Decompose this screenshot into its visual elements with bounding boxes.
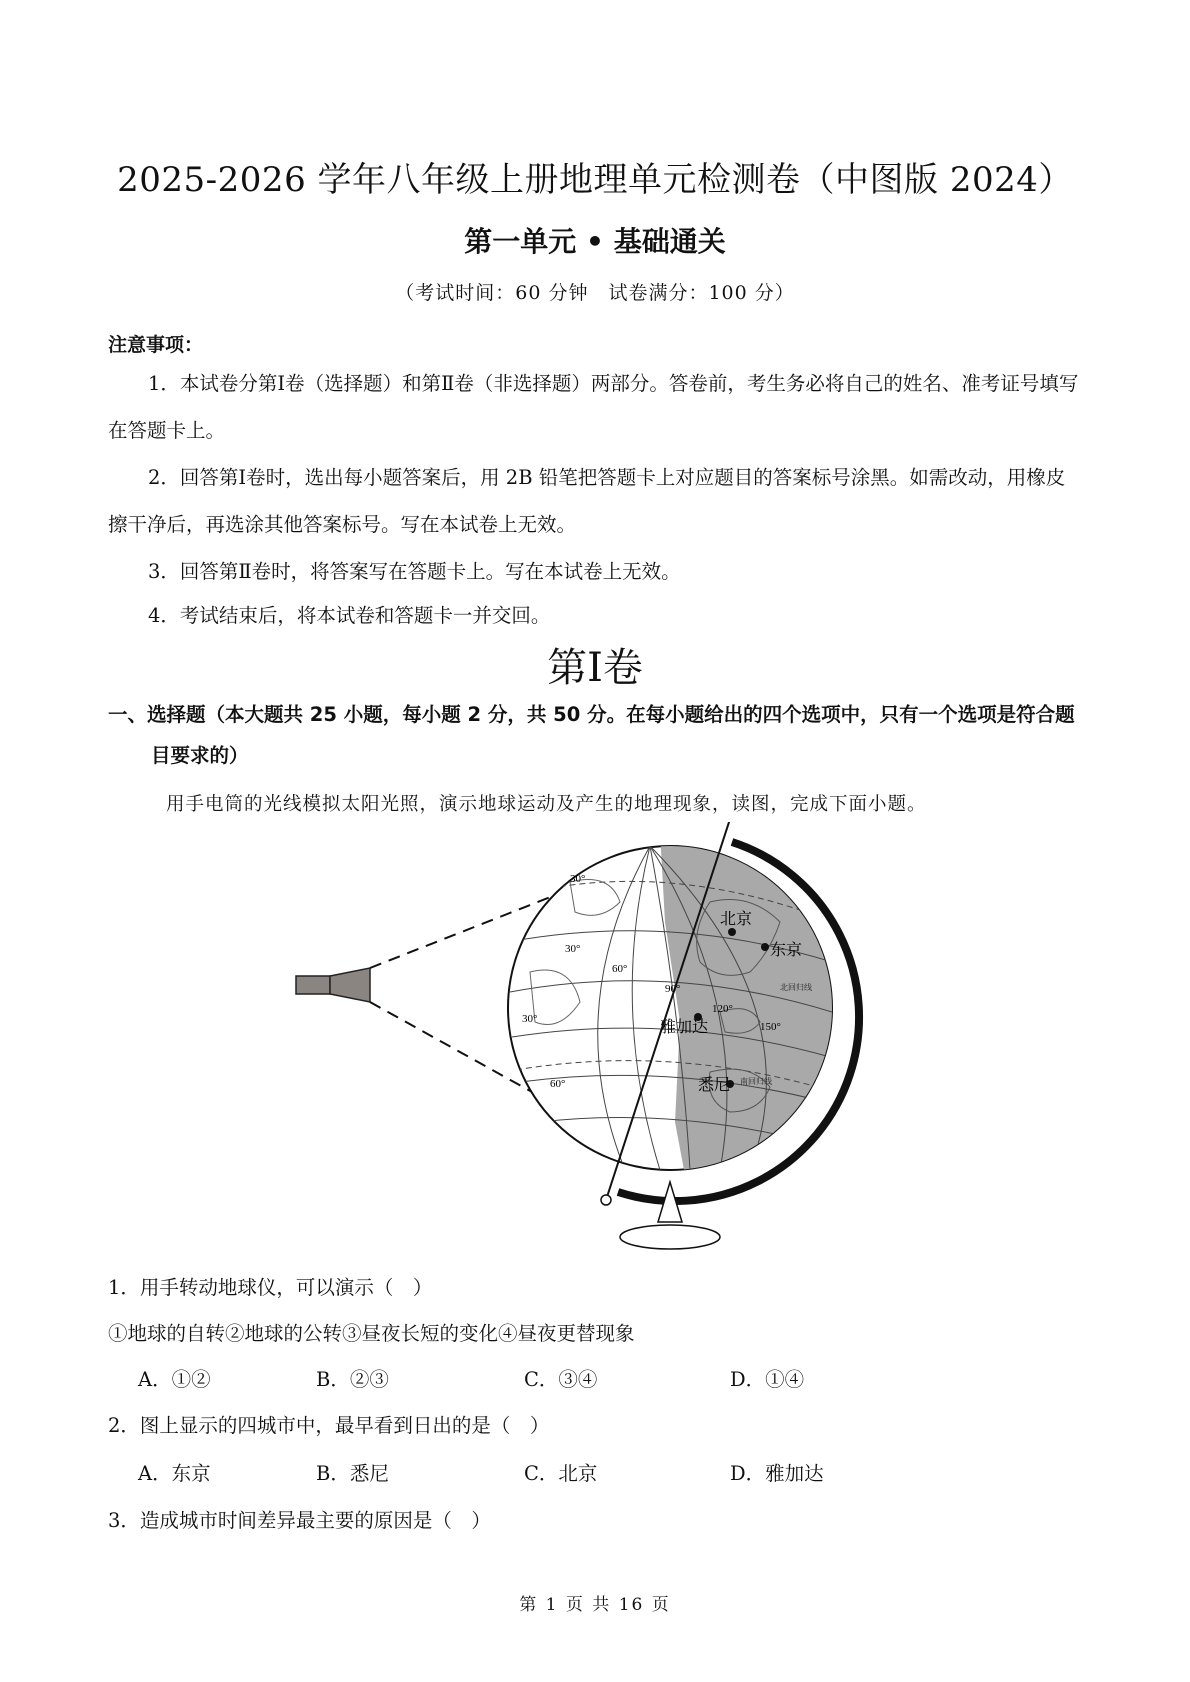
lon-label: 120° — [712, 1003, 733, 1015]
city-label-tokyo: 东京 — [770, 940, 803, 959]
city-label-jakarta: 雅加达 — [660, 1017, 709, 1036]
globe-figure — [280, 822, 910, 1262]
flashlight-icon — [296, 968, 370, 1002]
question-1-option-a: A．①② — [138, 1368, 211, 1391]
lon-label: 60° — [612, 963, 628, 975]
question-1-option-c: C．③④ — [524, 1368, 598, 1391]
notice-item-3: 3．回答第Ⅱ卷时，将答案写在答题卡上。写在本试卷上无效。 — [148, 560, 681, 583]
question-1-option-d: D．①④ — [730, 1368, 805, 1391]
section-heading: 一、选择题（本大题共 25 小题，每小题 2 分，共 50 分。在每小题给出的四个选项中，只有一个选项是符合题目要求的） — [108, 703, 1075, 767]
lat-label: 60° — [550, 1078, 566, 1090]
lat-label: 30° — [565, 943, 581, 955]
question-2-stem: 2．图上显示的四城市中，最早看到日出的是（ ） — [108, 1414, 550, 1437]
page-footer: 第 1 页 共 16 页 — [519, 1595, 671, 1615]
notice-item-2: 2．回答第Ⅰ卷时，选出每小题答案后，用 2B 铅笔把答题卡上对应题目的答案标号涂黑。如需改动，用橡皮擦干净后，再选涂其他答案标号。写在本试卷上无效。 — [108, 466, 1066, 536]
question-1-option-b: B．②③ — [316, 1368, 389, 1391]
question-1-statement: ①地球的自转②地球的公转③昼夜长短的变化④昼夜更替现象 — [108, 1322, 635, 1345]
exam-info: （考试时间：60 分钟 试卷满分：100 分） — [395, 282, 795, 304]
question-2-option-b: B．悉尼 — [316, 1462, 389, 1485]
question-2-option-a: A．东京 — [138, 1462, 211, 1485]
lon-label: 90° — [665, 983, 681, 995]
volume-title: 第Ⅰ卷 — [547, 645, 643, 691]
notice-item-1: 1．本试卷分第Ⅰ卷（选择题）和第Ⅱ卷（非选择题）两部分。答卷前，考生务必将自己的姓名、准考证号填写在答题卡上。 — [108, 372, 1079, 442]
figure-intro: 用手电筒的光线模拟太阳光照，演示地球运动及产生的地理现象，读图，完成下面小题。 — [166, 794, 927, 815]
tropic-label: 北回归线 — [780, 983, 812, 992]
lat-label: 30° — [570, 873, 586, 885]
question-1-stem: 1．用手转动地球仪，可以演示（ ） — [108, 1276, 433, 1299]
notice-item-4: 4．考试结束后，将本试卷和答题卡一并交回。 — [148, 604, 551, 627]
question-2-option-c: C．北京 — [524, 1462, 598, 1485]
document-subtitle: 第一单元 • 基础通关 — [464, 225, 726, 258]
tropic-label: 南回归线 — [740, 1077, 772, 1086]
question-3-stem: 3．造成城市时间差异最主要的原因是（ ） — [108, 1509, 491, 1532]
city-label-beijing: 北京 — [720, 909, 753, 928]
city-label-sydney: 悉尼 — [698, 1075, 731, 1094]
question-2-option-d: D．雅加达 — [730, 1462, 824, 1485]
document-title: 2025-2026 学年八年级上册地理单元检测卷（中图版 2024） — [117, 160, 1073, 200]
notice-heading: 注意事项： — [108, 334, 204, 356]
lat-label: 30° — [522, 1013, 538, 1025]
lon-label: 150° — [760, 1021, 781, 1033]
